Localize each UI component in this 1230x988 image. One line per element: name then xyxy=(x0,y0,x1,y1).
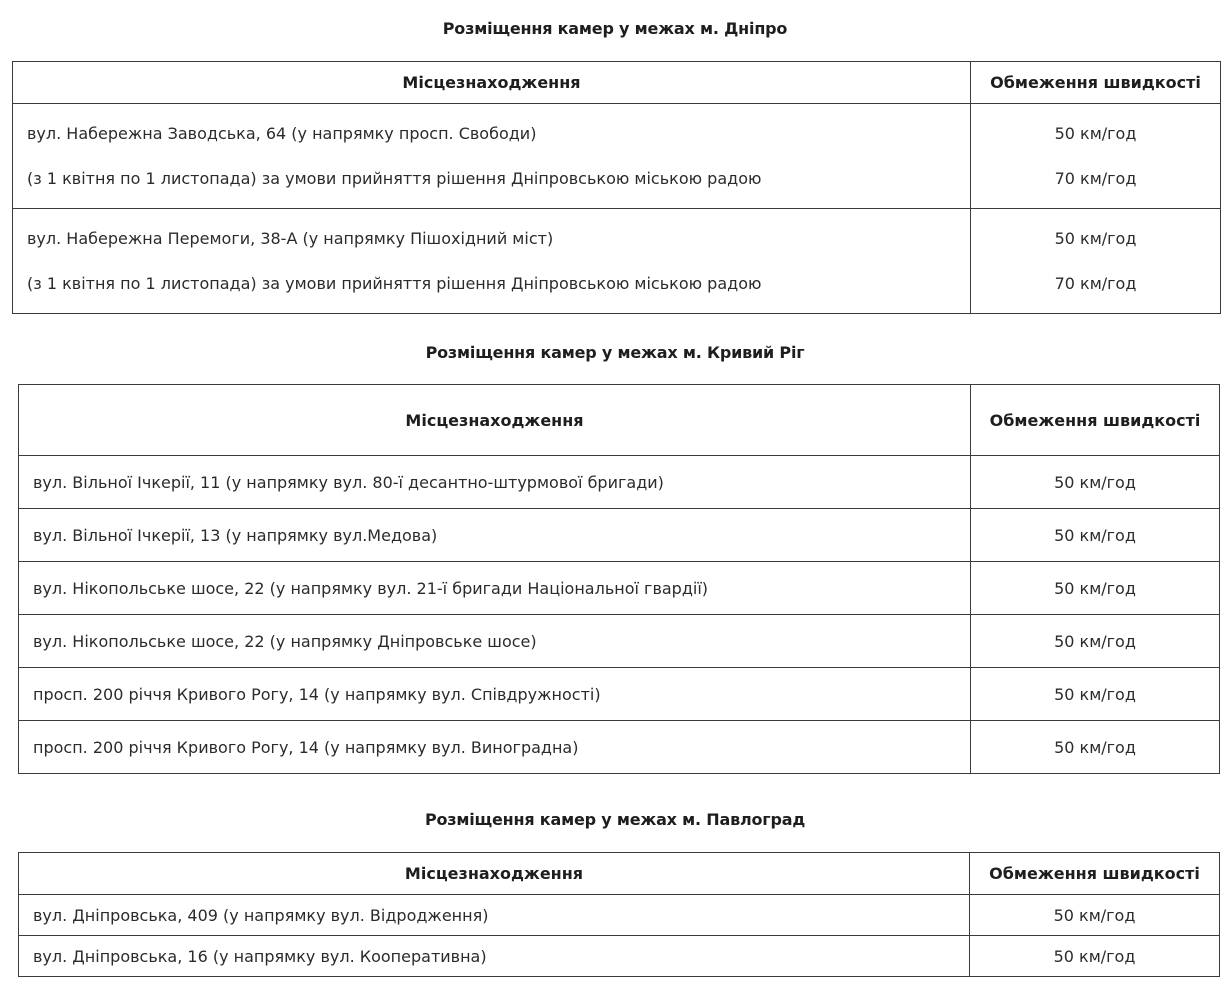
location-cell: вул. Дніпровська, 16 (у напрямку вул. Кооперативна) xyxy=(19,936,970,977)
speed-cell: 50 км/год xyxy=(971,668,1220,721)
speed-cell: 50 км/год xyxy=(971,615,1220,668)
table-row xyxy=(19,456,1220,509)
speed-cell: 50 км/год xyxy=(970,895,1220,936)
table-header-row xyxy=(13,62,1221,104)
location-cell: вул. Вільної Ічкерії, 11 (у напрямку вул. 80-ї десантно-штурмової бригади) xyxy=(19,456,971,509)
location-cell: вул. Вільної Ічкерії, 13 (у напрямку вул.Медова) xyxy=(19,509,971,562)
column-header-speed: Обмеження швидкості xyxy=(971,62,1221,104)
cameras-table-pavlohrad xyxy=(18,852,1220,977)
location-cell xyxy=(13,209,971,314)
location-cell: просп. 200 річчя Кривого Рогу, 14 (у напрямку вул. Виноградна) xyxy=(19,721,971,774)
column-header-location: Місцезнаходження xyxy=(13,62,971,104)
location-note: (з 1 квітня по 1 листопада) за умови прийняття рішення Дніпровською міською радою xyxy=(27,169,762,188)
location-cell: вул. Нікопольське шосе, 22 (у напрямку вул. 21-ї бригади Національної гвардії) xyxy=(19,562,971,615)
table-header-row xyxy=(19,853,1220,895)
cameras-table-kryvyi-rih xyxy=(18,384,1220,774)
column-header-location: Місцезнаходження xyxy=(19,853,970,895)
column-header-speed: Обмеження швидкості xyxy=(971,385,1220,456)
speed-limit: 50 км/год xyxy=(1054,229,1137,248)
speed-cell: 50 км/год xyxy=(971,562,1220,615)
speed-limit-seasonal: 70 км/год xyxy=(1054,274,1137,293)
section-title-kryvyi-rih: Розміщення камер у межах м. Кривий Ріг xyxy=(425,343,805,362)
location-cell: вул. Дніпровська, 409 (у напрямку вул. Відродження) xyxy=(19,895,970,936)
location-note: (з 1 квітня по 1 листопада) за умови прийняття рішення Дніпровською міською радою xyxy=(27,274,762,293)
table-row xyxy=(13,104,1221,209)
cameras-table-dnipro xyxy=(12,61,1221,314)
table-row xyxy=(19,895,1220,936)
column-header-location: Місцезнаходження xyxy=(19,385,971,456)
table-row xyxy=(19,509,1220,562)
column-header-speed: Обмеження швидкості xyxy=(970,853,1220,895)
speed-cell xyxy=(971,209,1221,314)
speed-cell xyxy=(971,104,1221,209)
table-row xyxy=(19,936,1220,977)
speed-cell: 50 км/год xyxy=(970,936,1220,977)
speed-limit-seasonal: 70 км/год xyxy=(1054,169,1137,188)
location-cell xyxy=(13,104,971,209)
table-row xyxy=(19,721,1220,774)
table-row xyxy=(19,668,1220,721)
location-text: вул. Набережна Заводська, 64 (у напрямку просп. Свободи) xyxy=(27,124,537,143)
table-row xyxy=(19,615,1220,668)
table-row xyxy=(13,209,1221,314)
speed-cell: 50 км/год xyxy=(971,509,1220,562)
location-text: вул. Набережна Перемоги, 38-А (у напрямку Пішохідний міст) xyxy=(27,229,554,248)
section-title-pavlohrad: Розміщення камер у межах м. Павлоград xyxy=(424,810,806,829)
speed-limit: 50 км/год xyxy=(1054,124,1137,143)
speed-cell: 50 км/год xyxy=(971,721,1220,774)
location-cell: просп. 200 річчя Кривого Рогу, 14 (у напрямку вул. Співдружності) xyxy=(19,668,971,721)
location-cell: вул. Нікопольське шосе, 22 (у напрямку Дніпровське шосе) xyxy=(19,615,971,668)
table-header-row xyxy=(19,385,1220,456)
section-title-dnipro: Розміщення камер у межах м. Дніпро xyxy=(442,19,788,38)
speed-cell: 50 км/год xyxy=(971,456,1220,509)
table-row xyxy=(19,562,1220,615)
